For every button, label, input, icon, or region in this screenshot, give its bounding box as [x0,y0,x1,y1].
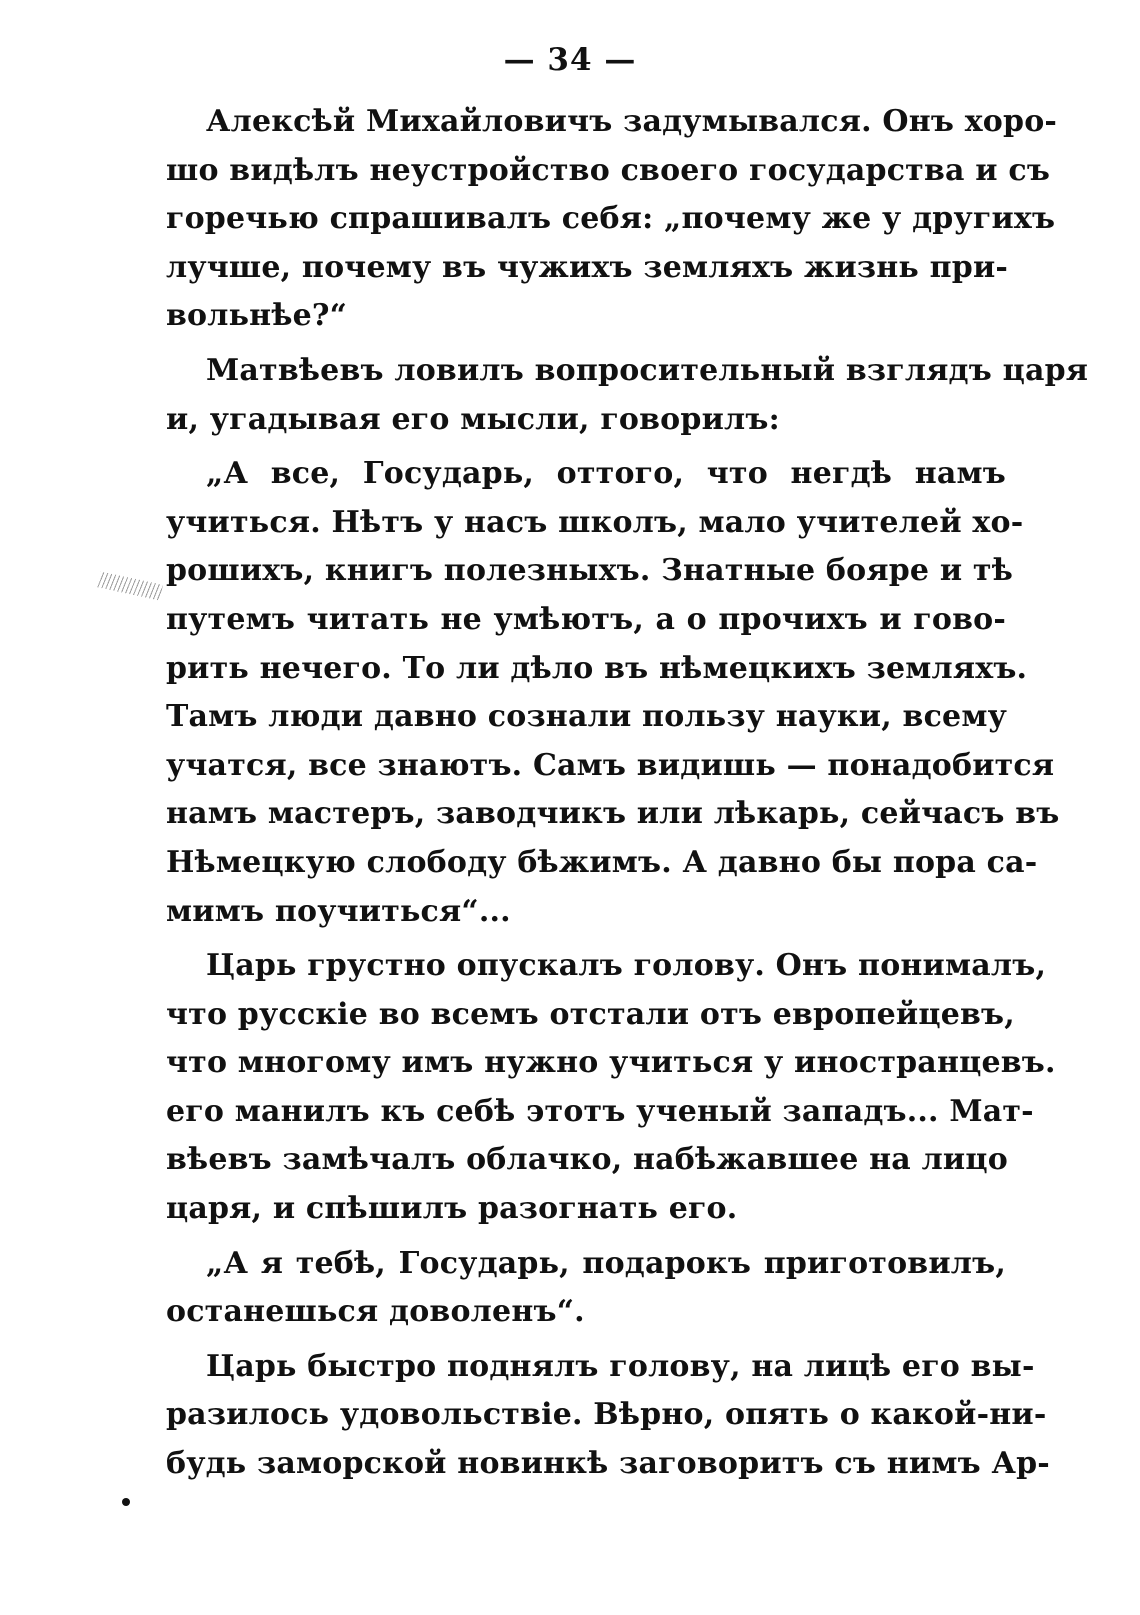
text-line: „А все, Государь, оттого, что негдѣ намъ [206,456,1006,492]
text-line: „А я тебѣ, Государь, подарокъ приготовилъ, [206,1245,1006,1281]
text-line: учатся, все знаютъ. Самъ видишь — понадобится [166,747,1055,783]
text-line: Матвѣевъ ловилъ вопросительный взглядъ царя [206,352,1089,388]
ink-smudge [97,572,163,601]
text-line: вѣевъ замѣчалъ облачко, набѣжавшее на лицо [166,1142,1008,1178]
text-line: разилось удовольствіе. Вѣрно, опять о какой-ни- [166,1397,1047,1433]
text-line: и, угадывая его мысли, говорилъ: [166,401,780,437]
text-line: Алексѣй Михайловичъ задумывался. Онъ хоро- [206,104,1058,139]
text-line: шо видѣлъ неустройство своего государства и съ [166,152,1051,188]
text-line: вольнѣе?“ [166,298,348,334]
text-line: рить нечего. То ли дѣло въ нѣмецкихъ земляхъ. [166,650,1028,686]
text-line: учиться. Нѣтъ у насъ школъ, мало учителей хо- [166,504,1024,540]
text-line: что русскіе во всемъ отстали отъ европейцевъ, [166,996,1015,1032]
text-line: останешься доволенъ“. [166,1294,585,1330]
text-line: намъ мастеръ, заводчикъ или лѣкарь, сейчасъ въ [166,796,1060,832]
text-line: путемъ читать не умѣютъ, а о прочихъ и гово- [166,601,1006,637]
body-text [166,98,1089,1495]
paragraph [166,1343,1050,1489]
paragraph [166,347,1089,444]
page-number: — 34 — [503,42,637,78]
text-line: царя, и спѣшилъ разогнать его. [166,1191,738,1227]
text-line: мимъ поучиться“... [166,893,511,929]
paragraph [166,450,1060,936]
text-line: лучше, почему въ чужихъ земляхъ жизнь при- [166,249,1009,285]
paragraph [166,942,1056,1234]
text-line: Тамъ люди давно сознали пользу науки, всему [166,699,1007,735]
ink-speck [122,1498,130,1506]
text-line: горечью спрашивалъ себя: „почему же у другихъ [166,201,1056,237]
text-line: Нѣмецкую слободу бѣжимъ. А давно бы пора са- [166,844,1038,880]
text-line: рошихъ, книгъ полезныхъ. Знатные бояре и тѣ [166,553,1014,589]
text-line: что многому имъ нужно учиться у иностранцевъ. [166,1045,1056,1081]
paragraph [166,1240,1006,1337]
text-line: будь заморской новинкѣ заговоритъ съ нимъ Ар- [166,1446,1050,1482]
paragraph [166,98,1058,341]
text-line: Царь грустно опускалъ голову. Онъ понималъ, [206,948,1047,984]
text-line: его манилъ къ себѣ этотъ ученый западъ... Мат- [166,1093,1034,1129]
text-line: Царь быстро поднялъ голову, на лицѣ его вы- [206,1348,1035,1384]
